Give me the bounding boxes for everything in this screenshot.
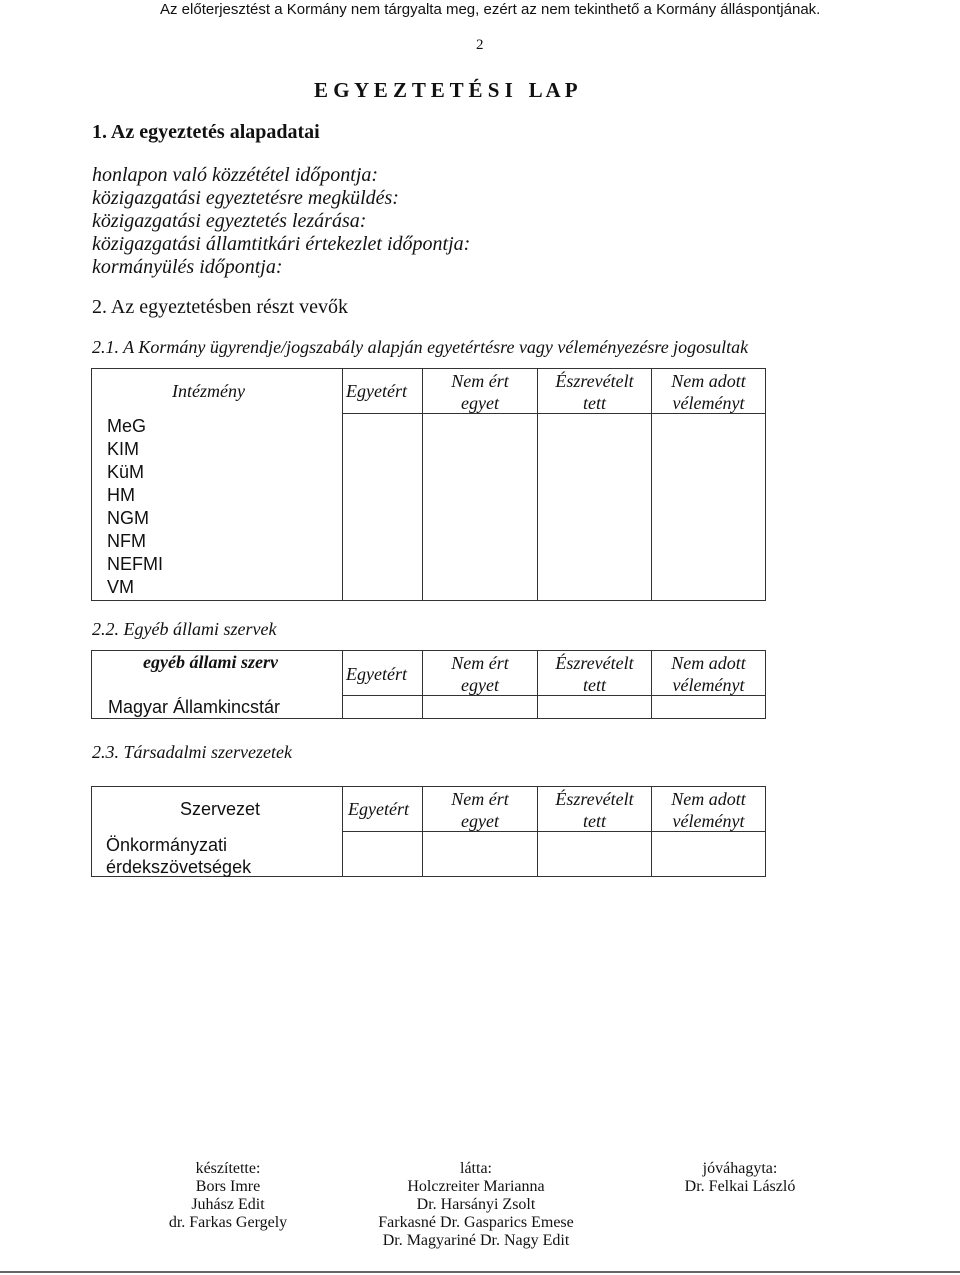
table-row: VM xyxy=(107,577,134,597)
approved-name: Dr. Felkai László xyxy=(684,1178,796,1195)
col-remark: Észrevételt tett xyxy=(555,371,634,413)
seen-label: látta: xyxy=(460,1160,492,1177)
page-number: 2 xyxy=(476,37,484,53)
item-secretary-meeting: közigazgatási államtitkári értekezlet időpontja: xyxy=(92,233,471,255)
section2-sub2: 2.2. Egyéb állami szervek xyxy=(92,619,277,639)
section1-items xyxy=(92,164,470,279)
col-no-opinion: Nem adott véleményt xyxy=(671,371,746,413)
bottom-rule xyxy=(0,1271,960,1273)
col-institution: egyéb állami szerv xyxy=(143,652,278,672)
col-disagree: Nem ért egyet xyxy=(451,371,509,413)
table-row: MeG xyxy=(107,416,147,436)
item-consultation-closed: közigazgatási egyeztetés lezárása: xyxy=(92,210,367,232)
prepared-name: Juhász Edit xyxy=(191,1196,265,1213)
table-row: KüM xyxy=(107,462,145,482)
document-title: E G Y E Z T E T É S I L A P xyxy=(314,78,578,102)
table-row: NGM xyxy=(107,508,149,528)
prepared-label: készítette: xyxy=(195,1160,261,1177)
approved-label: jóváhagyta: xyxy=(702,1160,778,1177)
institution-list xyxy=(107,415,163,599)
table-row: Önkormányzati érdekszövetségek xyxy=(106,835,252,877)
item-government-meeting: kormányülés időpontja: xyxy=(92,256,283,278)
prepared-name: dr. Farkas Gergely xyxy=(168,1214,288,1231)
signature-prepared xyxy=(128,1160,328,1232)
col-institution: Szervezet xyxy=(180,799,261,819)
table-row: NEFMI xyxy=(107,554,163,574)
section2-sub1: 2.1. A Kormány ügyrendje/jogszabály alapján egyetértésre vagy véleményezésre jogosultak xyxy=(92,337,749,357)
signature-seen xyxy=(356,1160,596,1250)
col-institution: Intézmény xyxy=(172,381,245,401)
col-disagree: Nem ért egyet xyxy=(451,789,509,831)
section2-sub3: 2.3. Társadalmi szervezetek xyxy=(92,742,292,762)
col-no-opinion: Nem adott véleményt xyxy=(671,789,746,831)
table-row: HM xyxy=(107,485,135,505)
table-row: KIM xyxy=(107,439,140,459)
table-row: Magyar Államkincstár xyxy=(108,697,281,717)
table-row: NFM xyxy=(107,531,146,551)
col-agree: Egyetért xyxy=(346,381,407,401)
seen-name: Holczreiter Marianna xyxy=(407,1178,545,1195)
section2-heading: 2. Az egyeztetésben részt vevők xyxy=(92,296,349,318)
col-disagree: Nem ért egyet xyxy=(451,653,509,695)
col-remark: Észrevételt tett xyxy=(555,789,634,831)
col-agree: Egyetért xyxy=(346,664,407,684)
prepared-name: Bors Imre xyxy=(195,1178,261,1195)
seen-name: Dr. Magyariné Dr. Nagy Edit xyxy=(382,1232,570,1249)
signature-approved xyxy=(650,1160,830,1196)
col-no-opinion: Nem adott véleményt xyxy=(671,653,746,695)
header-note: Az előterjesztést a Kormány nem tárgyalta meg, ezért az nem tekinthető a Kormány álláspontjának. xyxy=(160,1,821,18)
seen-name: Farkasné Dr. Gasparics Emese xyxy=(378,1214,574,1231)
seen-name: Dr. Harsányi Zsolt xyxy=(416,1196,536,1213)
item-sent-for-consultation: közigazgatási egyeztetésre megküldés: xyxy=(92,187,399,209)
section1-heading: 1. Az egyeztetés alapadatai xyxy=(92,121,320,143)
col-agree: Egyetért xyxy=(348,799,409,819)
item-publication-date: honlapon való közzététel időpontja: xyxy=(92,164,379,186)
col-remark: Észrevételt tett xyxy=(555,653,634,695)
